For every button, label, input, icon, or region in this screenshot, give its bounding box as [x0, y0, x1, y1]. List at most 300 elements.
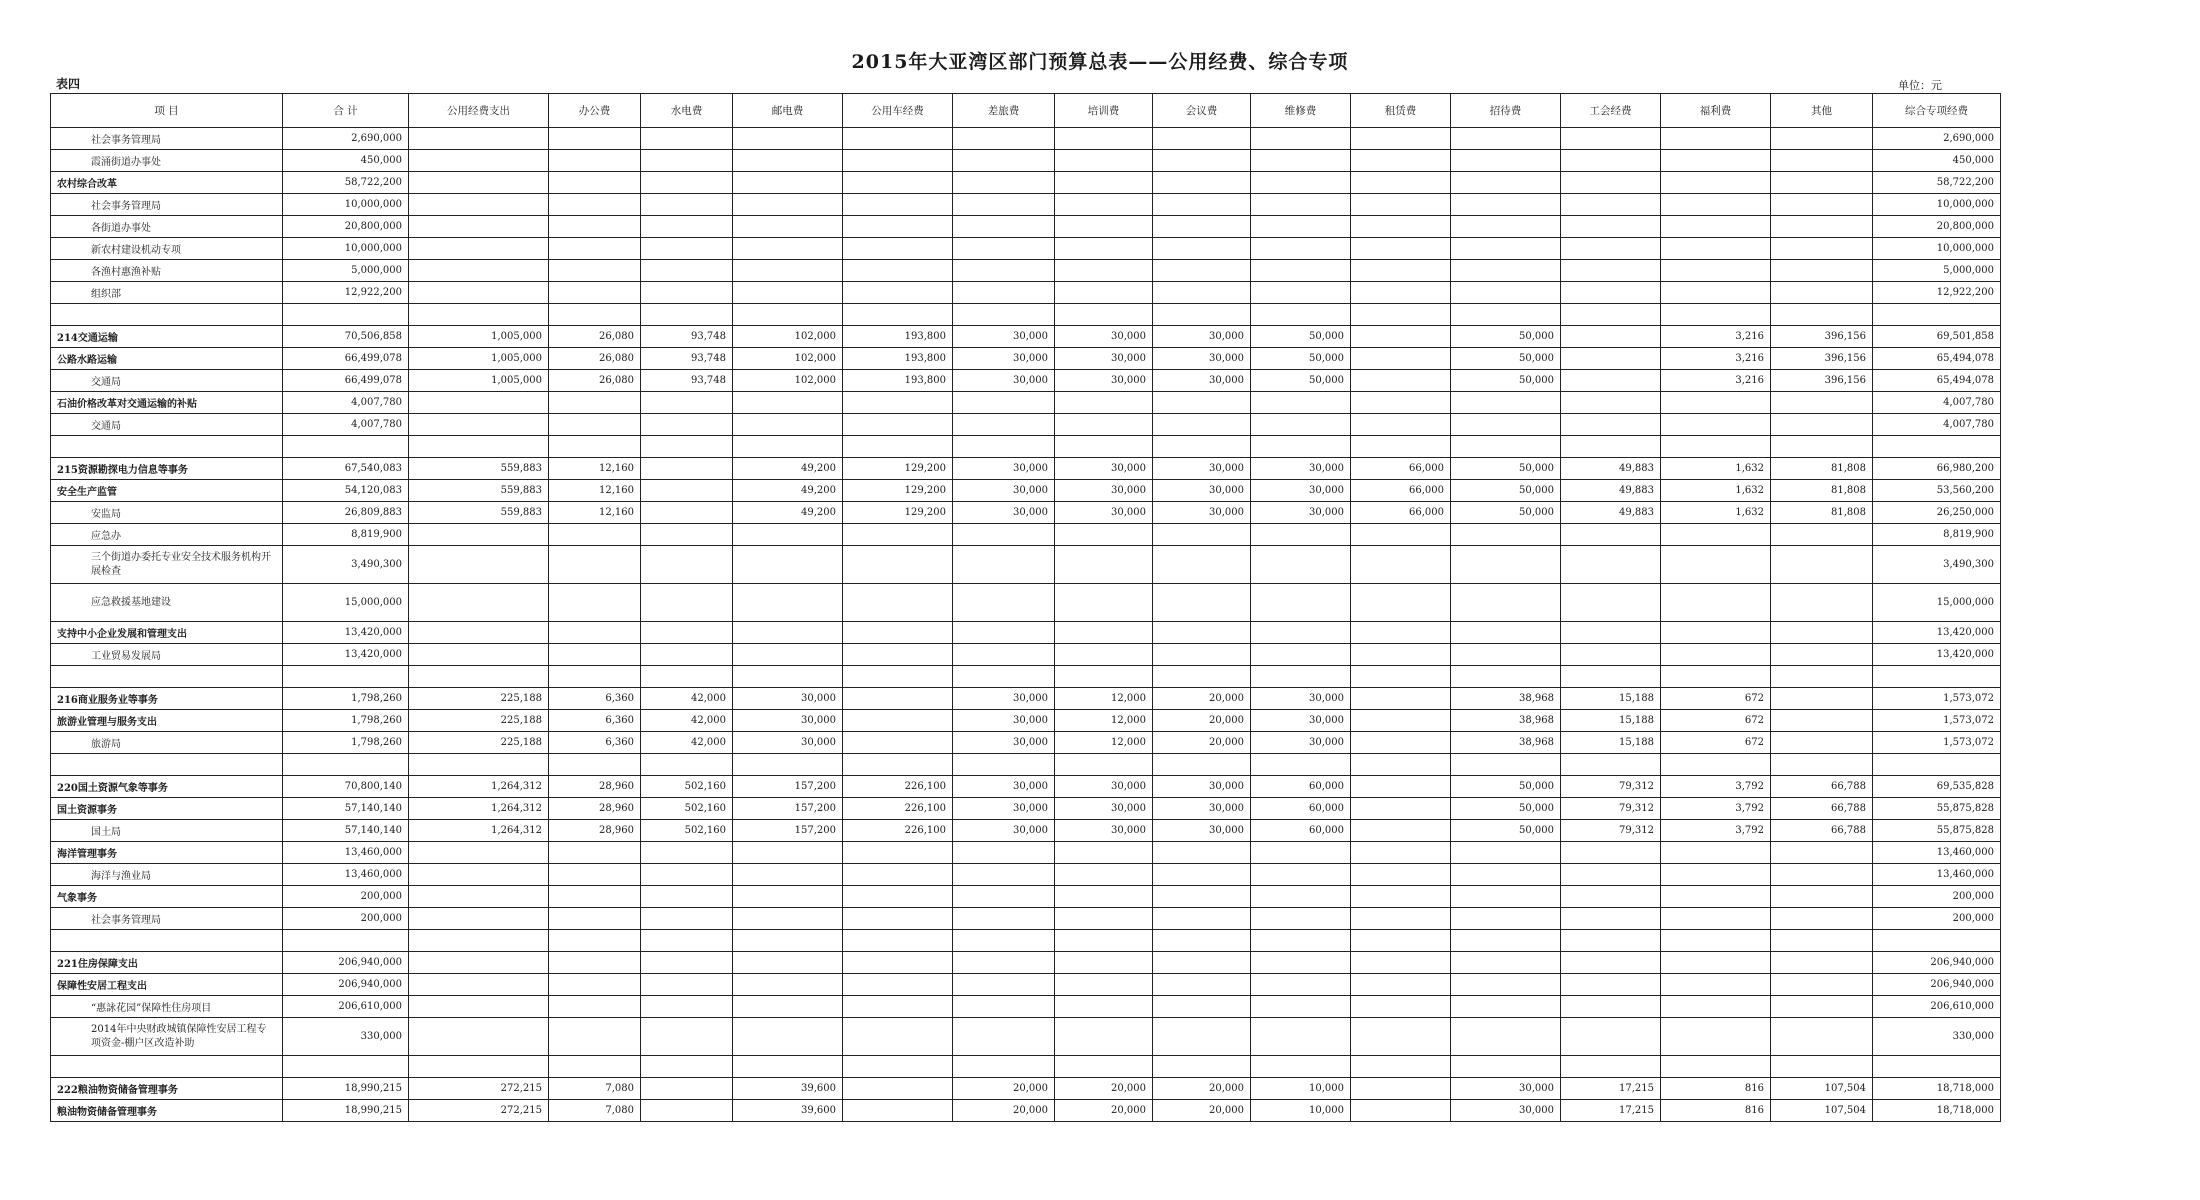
cell-value: 1,573,072: [1873, 732, 2001, 754]
cell-value: 30,000: [1251, 480, 1351, 502]
cell-value: [953, 754, 1055, 776]
cell-value: [409, 908, 549, 930]
cell-value: 10,000,000: [1873, 194, 2001, 216]
cell-value: 15,188: [1561, 710, 1661, 732]
cell-value: [1351, 326, 1451, 348]
cell-value: [409, 1056, 549, 1078]
cell-value: [1351, 414, 1451, 436]
cell-value: 1,632: [1661, 458, 1771, 480]
cell-value: 3,490,300: [1873, 546, 2001, 584]
cell-value: [1251, 666, 1351, 688]
cell-value: [283, 754, 409, 776]
cell-value: [1771, 908, 1873, 930]
cell-value: [1251, 952, 1351, 974]
cell-value: [1451, 666, 1561, 688]
cell-value: [1561, 1056, 1661, 1078]
cell-value: [1771, 732, 1873, 754]
column-header: 合 计: [283, 94, 409, 128]
cell-value: [641, 886, 733, 908]
cell-value: 502,160: [641, 798, 733, 820]
cell-value: [953, 194, 1055, 216]
cell-value: 129,200: [843, 480, 953, 502]
cell-value: [1351, 584, 1451, 622]
cell-value: [1351, 524, 1451, 546]
cell-value: 8,819,900: [283, 524, 409, 546]
cell-value: [733, 666, 843, 688]
cell-value: [409, 524, 549, 546]
cell-value: [1251, 754, 1351, 776]
cell-value: 102,000: [733, 326, 843, 348]
cell-value: [953, 1018, 1055, 1056]
cell-value: 129,200: [843, 458, 953, 480]
cell-value: [843, 128, 953, 150]
table-body: [51, 128, 2001, 1122]
cell-value: 30,000: [1153, 798, 1251, 820]
cell-value: 30,000: [1055, 480, 1153, 502]
cell-value: 30,000: [1251, 710, 1351, 732]
cell-value: [843, 282, 953, 304]
cell-value: [1561, 622, 1661, 644]
column-header: 项 目: [51, 94, 283, 128]
cell-value: [1055, 436, 1153, 458]
cell-value: [843, 194, 953, 216]
row-label: 三个街道办委托专业安全技术服务机构开展检查: [51, 546, 283, 584]
cell-value: 79,312: [1561, 776, 1661, 798]
table-row: [51, 414, 2001, 436]
cell-value: 15,188: [1561, 688, 1661, 710]
cell-value: [1055, 546, 1153, 584]
row-label: 社会事务管理局: [51, 908, 283, 930]
row-label: 214交通运输: [51, 326, 283, 348]
cell-value: [1561, 326, 1661, 348]
cell-value: 206,610,000: [1873, 996, 2001, 1018]
cell-value: 30,000: [1153, 326, 1251, 348]
cell-value: [409, 194, 549, 216]
cell-value: [1153, 546, 1251, 584]
cell-value: [1873, 304, 2001, 326]
cell-value: 20,000: [1153, 710, 1251, 732]
cell-value: 4,007,780: [1873, 414, 2001, 436]
cell-value: 12,160: [549, 502, 641, 524]
cell-value: 10,000,000: [283, 238, 409, 260]
cell-value: [1771, 238, 1873, 260]
cell-value: [1561, 436, 1661, 458]
column-header: 水电费: [641, 94, 733, 128]
cell-value: [641, 754, 733, 776]
table-row: [51, 1100, 2001, 1122]
cell-value: [1055, 996, 1153, 1018]
table-row: [51, 1078, 2001, 1100]
cell-value: [953, 392, 1055, 414]
cell-value: [733, 996, 843, 1018]
cell-value: [1351, 688, 1451, 710]
row-label: 216商业服务业等事务: [51, 688, 283, 710]
cell-value: 49,200: [733, 502, 843, 524]
row-label: 旅游局: [51, 732, 283, 754]
cell-value: [1351, 622, 1451, 644]
cell-value: [641, 480, 733, 502]
cell-value: [953, 864, 1055, 886]
cell-value: [1451, 414, 1561, 436]
cell-value: [641, 458, 733, 480]
cell-value: 53,560,200: [1873, 480, 2001, 502]
cell-value: 49,200: [733, 458, 843, 480]
cell-value: [1661, 754, 1771, 776]
cell-value: [1351, 644, 1451, 666]
cell-value: [641, 996, 733, 1018]
cell-value: [641, 128, 733, 150]
cell-value: [1153, 908, 1251, 930]
cell-value: [283, 1056, 409, 1078]
row-label: 社会事务管理局: [51, 194, 283, 216]
cell-value: [1351, 260, 1451, 282]
cell-value: [1771, 392, 1873, 414]
cell-value: [1661, 666, 1771, 688]
cell-value: 200,000: [283, 886, 409, 908]
cell-value: [549, 524, 641, 546]
cell-value: [1451, 436, 1561, 458]
cell-value: [641, 584, 733, 622]
cell-value: [1153, 150, 1251, 172]
cell-value: 13,460,000: [1873, 842, 2001, 864]
cell-value: [1561, 370, 1661, 392]
cell-value: [1561, 216, 1661, 238]
cell-value: [1251, 414, 1351, 436]
cell-value: [549, 754, 641, 776]
cell-value: 30,000: [1055, 776, 1153, 798]
cell-value: [953, 546, 1055, 584]
cell-value: [843, 260, 953, 282]
cell-value: 3,216: [1661, 370, 1771, 392]
cell-value: [549, 584, 641, 622]
cell-value: [953, 1056, 1055, 1078]
cell-value: 38,968: [1451, 710, 1561, 732]
cell-value: [1661, 908, 1771, 930]
row-label: 石油价格改革对交通运输的补贴: [51, 392, 283, 414]
cell-value: [1561, 584, 1661, 622]
cell-value: 1,005,000: [409, 326, 549, 348]
cell-value: 6,360: [549, 732, 641, 754]
cell-value: 225,188: [409, 710, 549, 732]
cell-value: [1251, 128, 1351, 150]
cell-value: [1351, 172, 1451, 194]
row-label: [51, 930, 283, 952]
cell-value: [1251, 996, 1351, 1018]
cell-value: [1561, 908, 1661, 930]
cell-value: 10,000,000: [1873, 238, 2001, 260]
table-row: [51, 128, 2001, 150]
cell-value: [953, 524, 1055, 546]
cell-value: 5,000,000: [1873, 260, 2001, 282]
cell-value: [1153, 864, 1251, 886]
cell-value: [843, 952, 953, 974]
cell-value: 206,610,000: [283, 996, 409, 1018]
cell-value: [843, 524, 953, 546]
cell-value: [1153, 282, 1251, 304]
cell-value: 30,000: [953, 502, 1055, 524]
cell-value: [1451, 996, 1561, 1018]
cell-value: [1661, 996, 1771, 1018]
cell-value: 66,000: [1351, 458, 1451, 480]
cell-value: [1771, 1018, 1873, 1056]
cell-value: 30,000: [1251, 688, 1351, 710]
cell-value: [1771, 710, 1873, 732]
cell-value: 1,005,000: [409, 370, 549, 392]
cell-value: 30,000: [1055, 348, 1153, 370]
cell-value: 54,120,083: [283, 480, 409, 502]
cell-value: [1153, 886, 1251, 908]
cell-value: 10,000: [1251, 1078, 1351, 1100]
cell-value: [1055, 842, 1153, 864]
cell-value: 206,940,000: [1873, 974, 2001, 996]
cell-value: 60,000: [1251, 776, 1351, 798]
cell-value: [1561, 864, 1661, 886]
cell-value: 30,000: [1451, 1100, 1561, 1122]
cell-value: 13,420,000: [283, 622, 409, 644]
cell-value: 50,000: [1251, 326, 1351, 348]
cell-value: 30,000: [1153, 776, 1251, 798]
cell-value: 30,000: [1451, 1078, 1561, 1100]
row-label: 222粮油物资储备管理事务: [51, 1078, 283, 1100]
cell-value: [953, 304, 1055, 326]
cell-value: 559,883: [409, 480, 549, 502]
cell-value: 66,980,200: [1873, 458, 2001, 480]
cell-value: [1251, 392, 1351, 414]
cell-value: 65,494,078: [1873, 348, 2001, 370]
column-header: 公用经费支出: [409, 94, 549, 128]
cell-value: [1661, 414, 1771, 436]
cell-value: 18,718,000: [1873, 1100, 2001, 1122]
cell-value: [1055, 150, 1153, 172]
cell-value: [1251, 644, 1351, 666]
cell-value: [1351, 996, 1451, 1018]
cell-value: [953, 644, 1055, 666]
cell-value: [953, 886, 1055, 908]
table-row: [51, 842, 2001, 864]
cell-value: [1351, 732, 1451, 754]
cell-value: [1561, 546, 1661, 584]
row-label: 新农村建设机动专项: [51, 238, 283, 260]
cell-value: [641, 930, 733, 952]
cell-value: 18,990,215: [283, 1078, 409, 1100]
table-row: [51, 480, 2001, 502]
cell-value: [1451, 1018, 1561, 1056]
cell-value: [641, 238, 733, 260]
cell-value: [409, 974, 549, 996]
cell-value: [953, 282, 1055, 304]
cell-value: [1661, 1018, 1771, 1056]
cell-value: [843, 710, 953, 732]
cell-value: 450,000: [283, 150, 409, 172]
table-row: [51, 502, 2001, 524]
cell-value: 1,573,072: [1873, 710, 2001, 732]
cell-value: 60,000: [1251, 798, 1351, 820]
cell-value: 49,883: [1561, 480, 1661, 502]
cell-value: 26,250,000: [1873, 502, 2001, 524]
cell-value: 206,940,000: [283, 952, 409, 974]
cell-value: 66,788: [1771, 776, 1873, 798]
cell-value: 69,501,858: [1873, 326, 2001, 348]
spacer-row: [51, 1056, 2001, 1078]
cell-value: [1351, 930, 1451, 952]
cell-value: [1055, 260, 1153, 282]
cell-value: [549, 238, 641, 260]
cell-value: [1251, 1056, 1351, 1078]
cell-value: [409, 1018, 549, 1056]
cell-value: 30,000: [1251, 458, 1351, 480]
cell-value: [1351, 1056, 1451, 1078]
cell-value: 15,188: [1561, 732, 1661, 754]
cell-value: [1251, 172, 1351, 194]
cell-value: [1055, 584, 1153, 622]
cell-value: [549, 282, 641, 304]
cell-value: 50,000: [1251, 370, 1351, 392]
cell-value: [283, 304, 409, 326]
cell-value: [1251, 304, 1351, 326]
cell-value: [1153, 524, 1251, 546]
column-header: 综合专项经费: [1873, 94, 2001, 128]
cell-value: [733, 908, 843, 930]
cell-value: [1351, 128, 1451, 150]
cell-value: [641, 1018, 733, 1056]
cell-value: 93,748: [641, 370, 733, 392]
cell-value: 2,690,000: [283, 128, 409, 150]
cell-value: [1451, 644, 1561, 666]
cell-value: [283, 930, 409, 952]
cell-value: 50,000: [1451, 820, 1561, 842]
cell-value: 30,000: [1153, 370, 1251, 392]
row-label: 221住房保障支出: [51, 952, 283, 974]
table-row: [51, 776, 2001, 798]
cell-value: 79,312: [1561, 820, 1661, 842]
cell-value: [1771, 666, 1873, 688]
cell-value: [843, 216, 953, 238]
cell-value: 28,960: [549, 776, 641, 798]
cell-value: [953, 260, 1055, 282]
cell-value: [1251, 908, 1351, 930]
cell-value: [1055, 194, 1153, 216]
cell-value: [549, 842, 641, 864]
cell-value: [843, 688, 953, 710]
cell-value: [1661, 524, 1771, 546]
cell-value: [1251, 974, 1351, 996]
cell-value: [1451, 524, 1561, 546]
cell-value: [549, 194, 641, 216]
cell-value: 60,000: [1251, 820, 1351, 842]
cell-value: [1351, 348, 1451, 370]
row-label: 应急救援基地建设: [51, 584, 283, 622]
cell-value: [843, 304, 953, 326]
cell-value: [1251, 436, 1351, 458]
table-row: [51, 370, 2001, 392]
cell-value: 200,000: [1873, 908, 2001, 930]
cell-value: [1451, 974, 1561, 996]
cell-value: 13,420,000: [1873, 622, 2001, 644]
cell-value: [1153, 952, 1251, 974]
cell-value: [1771, 260, 1873, 282]
cell-value: [733, 974, 843, 996]
cell-value: [549, 436, 641, 458]
cell-value: 69,535,828: [1873, 776, 2001, 798]
cell-value: [1153, 260, 1251, 282]
cell-value: [409, 666, 549, 688]
row-label: [51, 754, 283, 776]
cell-value: 50,000: [1451, 348, 1561, 370]
cell-value: 30,000: [1055, 326, 1153, 348]
cell-value: [843, 732, 953, 754]
table-row: [51, 458, 2001, 480]
cell-value: 38,968: [1451, 732, 1561, 754]
cell-value: 26,080: [549, 348, 641, 370]
cell-value: [1451, 754, 1561, 776]
cell-value: 450,000: [1873, 150, 2001, 172]
cell-value: [641, 1078, 733, 1100]
cell-value: [1451, 622, 1561, 644]
cell-value: [1771, 688, 1873, 710]
cell-value: 49,883: [1561, 502, 1661, 524]
cell-value: [733, 392, 843, 414]
cell-value: 672: [1661, 710, 1771, 732]
row-label: 工业贸易发展局: [51, 644, 283, 666]
cell-value: [1451, 952, 1561, 974]
cell-value: [1351, 908, 1451, 930]
cell-value: 15,000,000: [1873, 584, 2001, 622]
cell-value: 12,160: [549, 480, 641, 502]
cell-value: [1873, 930, 2001, 952]
row-label: 农村综合改革: [51, 172, 283, 194]
cell-value: [1251, 194, 1351, 216]
cell-value: [733, 622, 843, 644]
cell-value: [1055, 1056, 1153, 1078]
cell-value: 66,000: [1351, 502, 1451, 524]
cell-value: [549, 1018, 641, 1056]
cell-value: [549, 216, 641, 238]
cell-value: [1661, 436, 1771, 458]
cell-value: 38,968: [1451, 688, 1561, 710]
cell-value: 157,200: [733, 776, 843, 798]
spacer-row: [51, 930, 2001, 952]
cell-value: 193,800: [843, 370, 953, 392]
cell-value: [1561, 996, 1661, 1018]
cell-value: [1055, 172, 1153, 194]
cell-value: 12,000: [1055, 710, 1153, 732]
cell-value: 13,460,000: [283, 864, 409, 886]
cell-value: [1153, 644, 1251, 666]
cell-value: [953, 414, 1055, 436]
cell-value: [953, 128, 1055, 150]
cell-value: 30,000: [1153, 348, 1251, 370]
row-label: 粮油物资储备管理事务: [51, 1100, 283, 1122]
cell-value: [1661, 546, 1771, 584]
cell-value: [549, 886, 641, 908]
cell-value: [1771, 754, 1873, 776]
cell-value: [1451, 260, 1561, 282]
cell-value: [1351, 1078, 1451, 1100]
cell-value: [733, 128, 843, 150]
cell-value: [953, 842, 1055, 864]
cell-value: [733, 524, 843, 546]
cell-value: [1251, 282, 1351, 304]
cell-value: [1351, 710, 1451, 732]
cell-value: [843, 974, 953, 996]
cell-value: [843, 996, 953, 1018]
cell-value: [1771, 644, 1873, 666]
cell-value: [1055, 952, 1153, 974]
cell-value: 816: [1661, 1100, 1771, 1122]
cell-value: 157,200: [733, 820, 843, 842]
cell-value: 50,000: [1451, 776, 1561, 798]
cell-value: [1661, 392, 1771, 414]
